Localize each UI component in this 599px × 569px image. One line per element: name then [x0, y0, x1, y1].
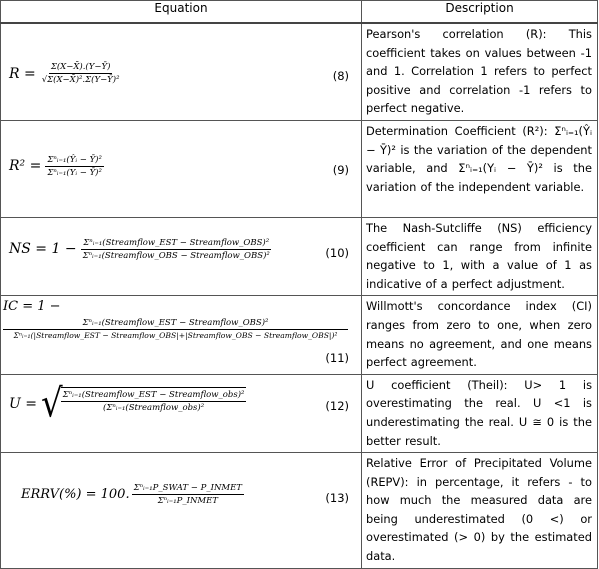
equation-number: (10) — [325, 245, 349, 260]
numerator: Σ(X−X̄).(Y−Ȳ) — [50, 62, 111, 72]
description-cell: Relative Error of Precipitated Volume (REPV): in percentage, it refers - to how much the measured data are being underestimated (0 <) or overestimated (> 0) by the estimated data. — [362, 453, 598, 569]
denominator: √Σ(X−X̄)².Σ(Y−Ȳ)² — [41, 75, 120, 85]
formula-8: R = $\frac{\Sigma(X-X̄).(Y-Ȳ)}{\text{√Σ(X−X̄)².Σ(Y−Ȳ)²}}$ — [9, 62, 120, 85]
formula-11 — [3, 318, 348, 340]
equation-cell — [1, 23, 362, 120]
table-row — [1, 217, 598, 295]
equation-number: (8) — [332, 69, 349, 83]
equation-cell — [1, 120, 362, 217]
equation-cell — [1, 453, 362, 569]
square-root — [40, 380, 246, 427]
table-header-row — [1, 1, 598, 24]
equation-number: (9) — [332, 162, 349, 177]
denominator: Σⁿᵢ₌₁P_INMET — [157, 496, 218, 507]
table-row — [1, 374, 598, 452]
description-cell: U coefficient (Theil): U> 1 is overestimating the real. U <1 is underestimating the real. U ≅ 0 is the better result. — [362, 374, 598, 452]
formula-11-lhs: IC = 1 − — [3, 299, 61, 315]
numerator: Σⁿᵢ₌₁(Streamflow_EST − Streamflow_OBS)² — [3, 318, 348, 330]
header-equation: Equation — [1, 1, 362, 24]
equation-cell — [1, 217, 362, 295]
header-description: Description — [362, 1, 598, 24]
denominator: Σⁿᵢ₌₁(Yᵢ − Ȳ)² — [47, 167, 102, 178]
equation-number: (12) — [325, 398, 349, 413]
description-cell: Pearson's correlation (R): This coefficient takes on values between -1 and 1. Correlation 1 refers to perfect positive and correlation -1 refers to perfect negative. — [362, 23, 598, 120]
equation-number: (11) — [325, 351, 349, 366]
table-row — [1, 296, 598, 374]
denominator: Σⁿᵢ₌₁(Streamflow_OBS − Streamflow_OBS)² — [82, 250, 270, 261]
table-row — [1, 120, 598, 217]
formula-9: R² = $\frac{\text{Σⁿᵢ₌₁(Ŷᵢ − Ȳ)²}}{\text{Σⁿᵢ₌₁(Yᵢ − Ȳ)²}}$ — [9, 154, 102, 178]
description-cell: Willmott's concordance index (CI) ranges from zero to one, when zero means no agreement, and one means perfect agreement. — [362, 296, 598, 374]
equation-cell — [1, 296, 362, 374]
equation-cell — [1, 374, 362, 452]
table-row — [1, 453, 598, 569]
radical-sign-icon: √ — [40, 380, 63, 427]
formula-10: NS = 1 − $\frac{\text{Σⁿᵢ₌₁(Streamflow\_EST − Streamflow\_OBS)²}}{\text{Σⁿᵢ₌₁(Streamflow\_OBS − Streamflow\_OBS)²}}$ — [9, 237, 270, 261]
denominator: (Σⁿᵢ₌₁(Streamflow_obs)² — [103, 402, 205, 413]
table-row — [1, 23, 598, 120]
description-cell: The Nash-Sutcliffe (NS) efficiency coefficient can range from infinite negative to 1, with a value of 1 as indicative of a perfect adjustment. — [362, 217, 598, 295]
numerator: Σⁿᵢ₌₁(Streamflow_EST − Streamflow_obs)² — [62, 389, 245, 400]
numerator: Σⁿᵢ₌₁(Ŷᵢ − Ȳ)² — [47, 154, 102, 165]
denominator: Σⁿᵢ₌₁(|Streamflow_EST − Streamflow_OBS|+|Streamflow_OBS − Streamflow_OBS|)² — [13, 331, 338, 341]
formula-13: ERRV(%) = 100. $\frac{\text{Σⁿᵢ₌₁P\_SWAT − P\_INMET}}{\text{Σⁿᵢ₌₁P\_INMET}}$ — [21, 483, 242, 507]
numerator: Σⁿᵢ₌₁(Streamflow_EST − Streamflow_OBS)² — [83, 237, 270, 248]
description-cell: Determination Coefficient (R²): Σⁿᵢ₌₁(Ŷᵢ − Ȳ)² is the variation of the dependent variable, and Σⁿᵢ₌₁(Yᵢ − Ȳ)² is the variation of the independent variable. — [362, 120, 598, 217]
formula-12: U = √ $\frac{\text{Σⁿᵢ₌₁(Streamflow\_EST − Streamflow\_obs)²}}{\text{(Σⁿᵢ₌₁(Streamflow\_obs)²}}$ — [9, 380, 245, 427]
equation-number: (13) — [325, 491, 349, 506]
numerator: Σⁿᵢ₌₁P_SWAT − P_INMET — [133, 483, 242, 494]
